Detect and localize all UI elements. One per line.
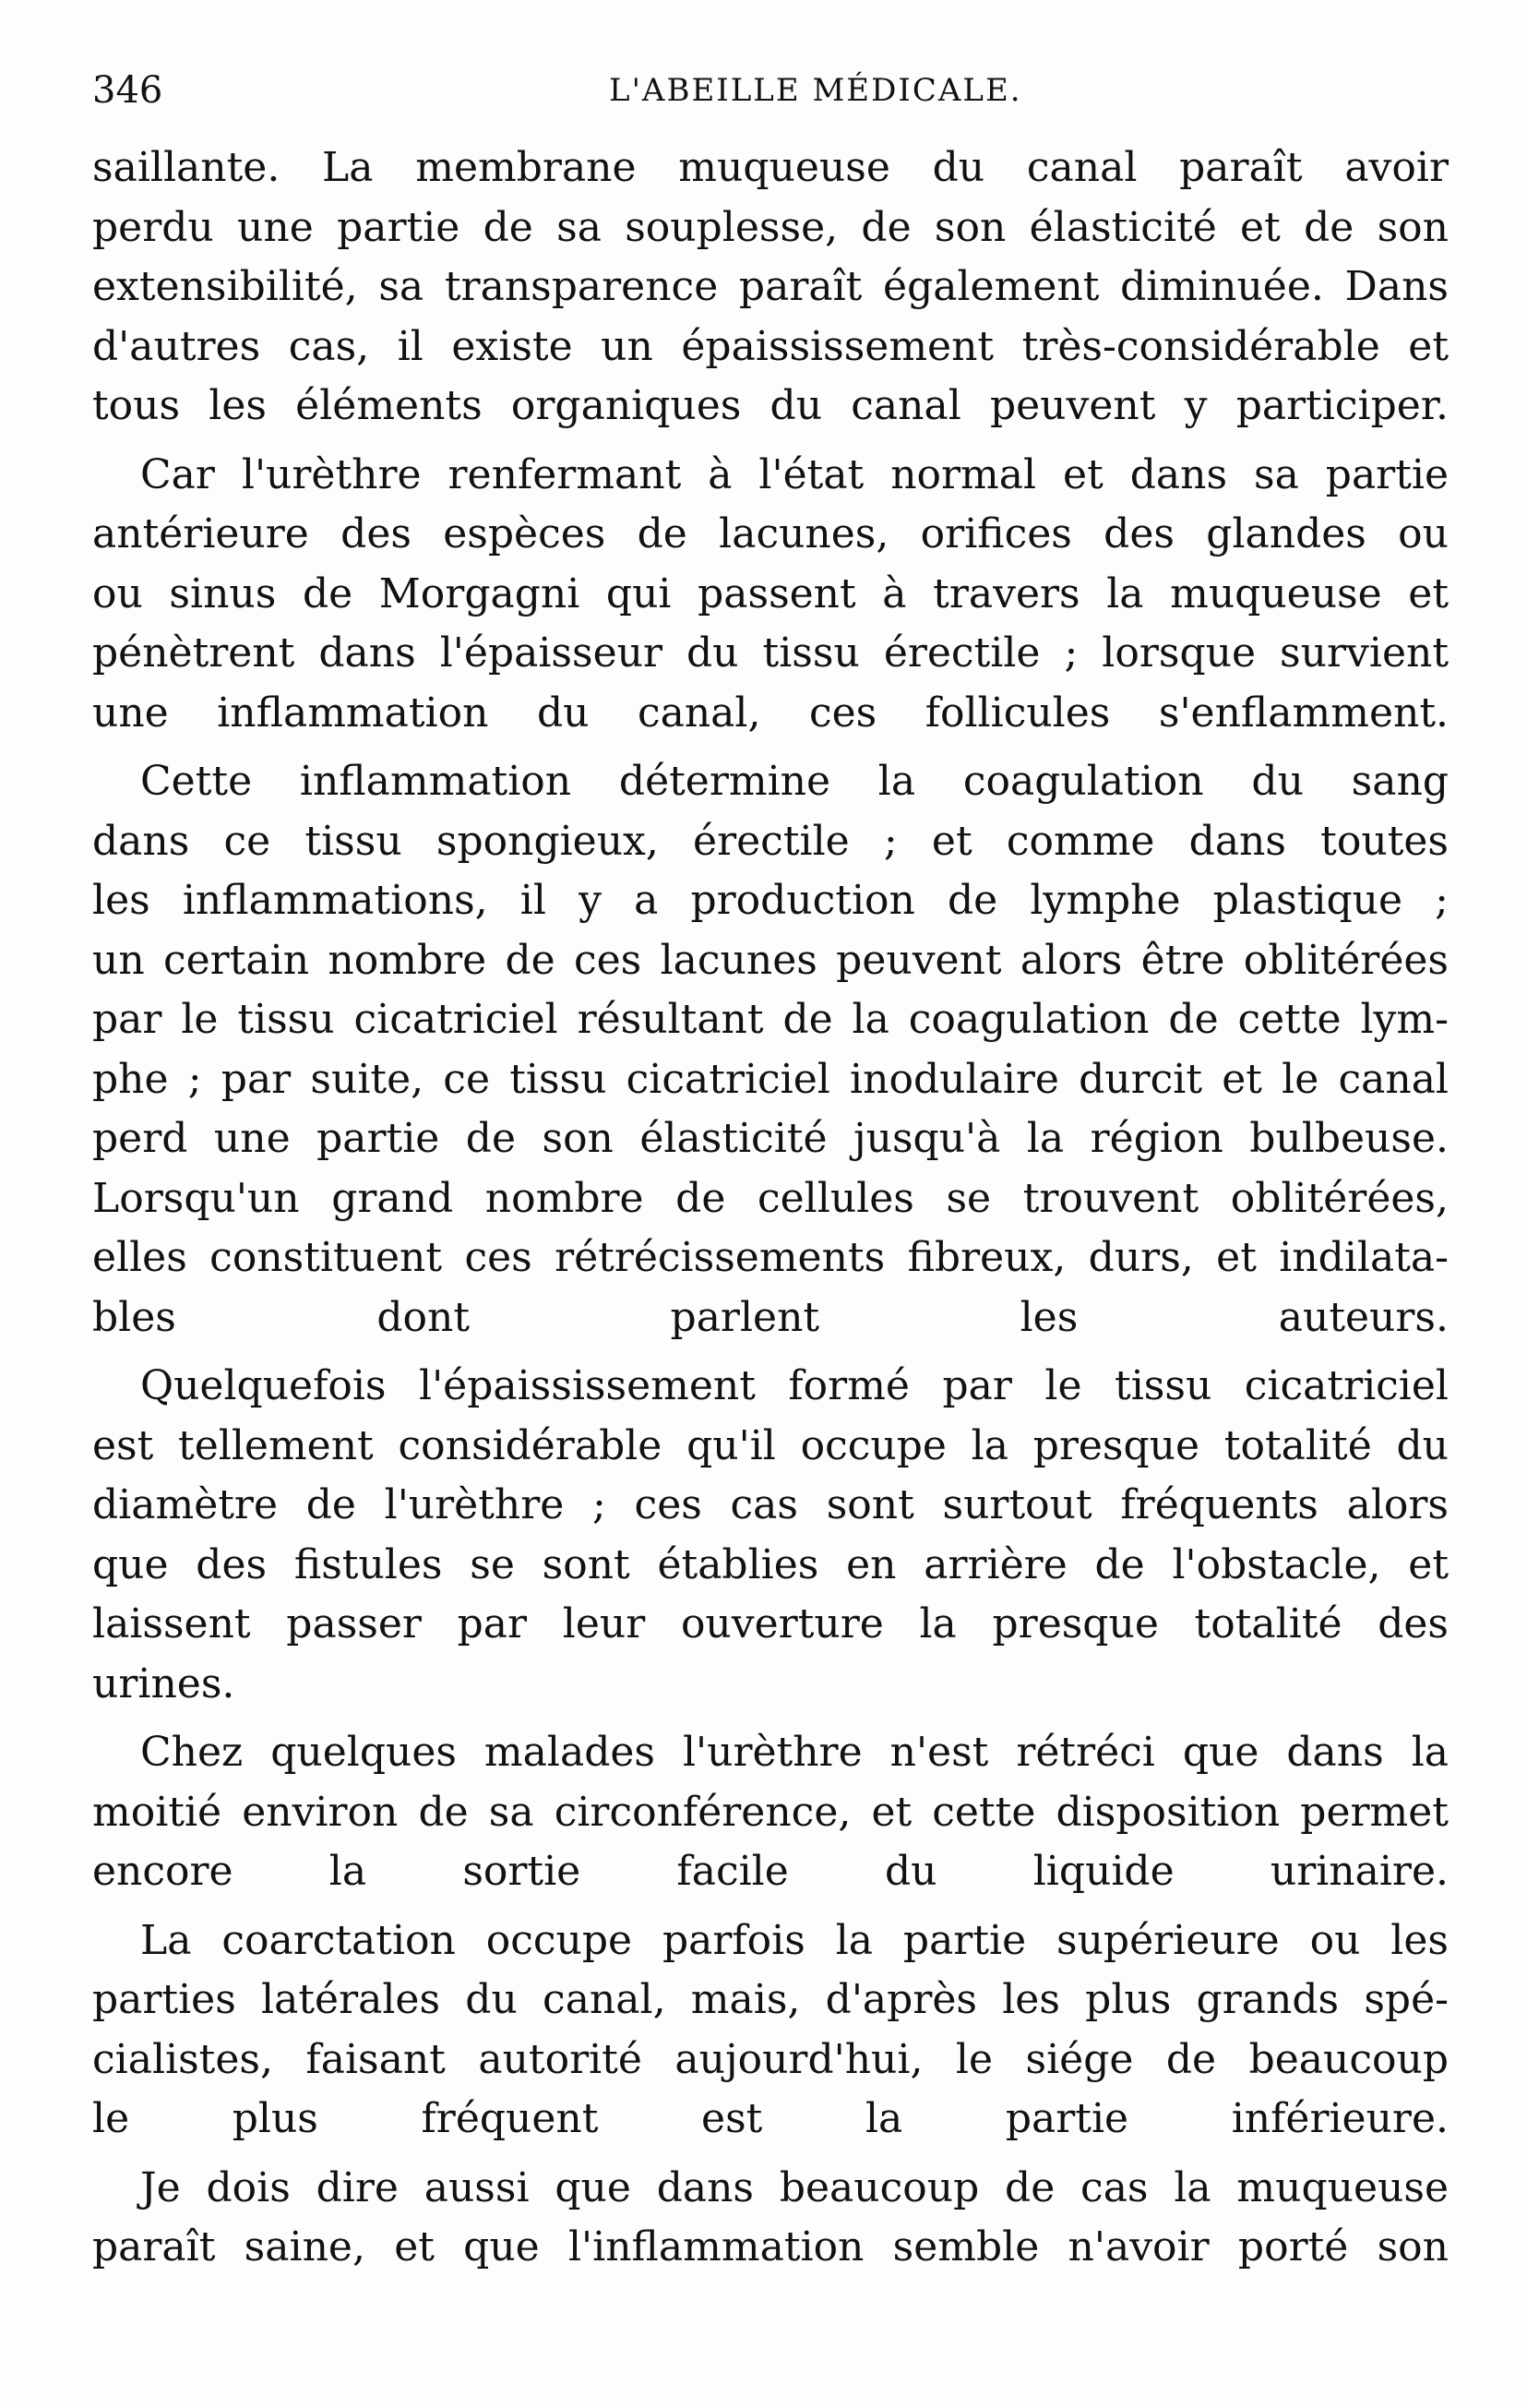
paragraph bbox=[92, 1723, 1449, 1902]
text-line: elles constituent ces rétrécissements fibreux, durs, et indilata- bbox=[92, 1234, 1449, 1281]
text-line: Je dois dire aussi que dans beaucoup de cas la muqueuse bbox=[140, 2163, 1449, 2211]
text-line: paraît saine, et que l'inflammation semble n'avoir porté son bbox=[92, 2223, 1449, 2270]
paragraph bbox=[92, 138, 1449, 437]
paragraph bbox=[92, 752, 1449, 1348]
text-line: d'autres cas, il existe un épaississement très-considérable et bbox=[92, 322, 1449, 370]
text-line: extensibilité, sa transparence paraît également diminuée. Dans bbox=[92, 263, 1449, 310]
text-line: urines. bbox=[92, 1659, 235, 1707]
text-line: Lorsqu'un grand nombre de cellules se trouvent oblitérées, bbox=[92, 1174, 1449, 1222]
text-line: saillante. La membrane muqueuse du canal paraît avoir bbox=[92, 144, 1449, 191]
running-title: L'ABEILLE MÉDICALE. bbox=[609, 72, 1022, 109]
text-line: moitié environ de sa circonférence, et cette disposition permet bbox=[92, 1788, 1449, 1836]
text-line: antérieure des espèces de lacunes, orifices des glandes ou bbox=[92, 510, 1449, 557]
text-line: par le tissu cicatriciel résultant de la coagulation de cette lym- bbox=[92, 996, 1449, 1043]
text-line: pénètrent dans l'épaisseur du tissu érectile ; lorsque survient bbox=[92, 629, 1449, 677]
body-text bbox=[92, 138, 1449, 2287]
text-line: bles dont parlent les auteurs. bbox=[92, 1293, 1449, 1341]
text-line: parties latérales du canal, mais, d'après les plus grands spé- bbox=[92, 1976, 1449, 2023]
text-line: un certain nombre de ces lacunes peuvent alors être oblitérées bbox=[92, 936, 1449, 984]
text-line: le plus fréquent est la partie inférieure. bbox=[92, 2095, 1449, 2142]
text-line: que des fistules se sont établies en arrière de l'obstacle, et bbox=[92, 1540, 1449, 1588]
text-line: une inflammation du canal, ces follicules s'enflamment. bbox=[92, 689, 1449, 737]
text-line: La coarctation occupe parfois la partie supérieure ou les bbox=[140, 1916, 1449, 1964]
text-line: cialistes, faisant autorité aujourd'hui, le siége de beaucoup bbox=[92, 2035, 1449, 2083]
page-number: 346 bbox=[92, 69, 163, 112]
text-line: perdu une partie de sa souplesse, de son élasticité et de son bbox=[92, 203, 1449, 251]
text-line: diamètre de l'urèthre ; ces cas sont surtout fréquents alors bbox=[92, 1481, 1449, 1528]
paragraph bbox=[92, 2159, 1449, 2278]
text-line: perd une partie de son élasticité jusqu'à la région bulbeuse. bbox=[92, 1115, 1449, 1162]
text-line: laissent passer par leur ouverture la presque totalité des bbox=[92, 1600, 1449, 1647]
text-line: encore la sortie facile du liquide urinaire. bbox=[92, 1848, 1449, 1895]
text-line: ou sinus de Morgagni qui passent à travers la muqueuse et bbox=[92, 569, 1449, 617]
text-line: est tellement considérable qu'il occupe la presque totalité du bbox=[92, 1421, 1449, 1469]
text-line: Chez quelques malades l'urèthre n'est rétréci que dans la bbox=[140, 1729, 1449, 1776]
paragraph bbox=[92, 446, 1449, 744]
text-line: tous les éléments organiques du canal peuvent y participer. bbox=[92, 382, 1449, 429]
text-line: Cette inflammation détermine la coagulation du sang bbox=[140, 758, 1449, 805]
text-line: les inflammations, il y a production de lymphe plastique ; bbox=[92, 877, 1449, 924]
paragraph bbox=[92, 1911, 1449, 2150]
text-line: Quelquefois l'épaississement formé par le tissu cicatriciel bbox=[140, 1362, 1449, 1409]
page-header bbox=[92, 63, 1449, 118]
text-line: dans ce tissu spongieux, érectile ; et comme dans toutes bbox=[92, 817, 1449, 865]
paragraph bbox=[92, 1357, 1449, 1714]
text-line: Car l'urèthre renfermant à l'état normal et dans sa partie bbox=[140, 450, 1449, 498]
text-line: phe ; par suite, ce tissu cicatriciel inodulaire durcit et le canal bbox=[92, 1055, 1449, 1103]
